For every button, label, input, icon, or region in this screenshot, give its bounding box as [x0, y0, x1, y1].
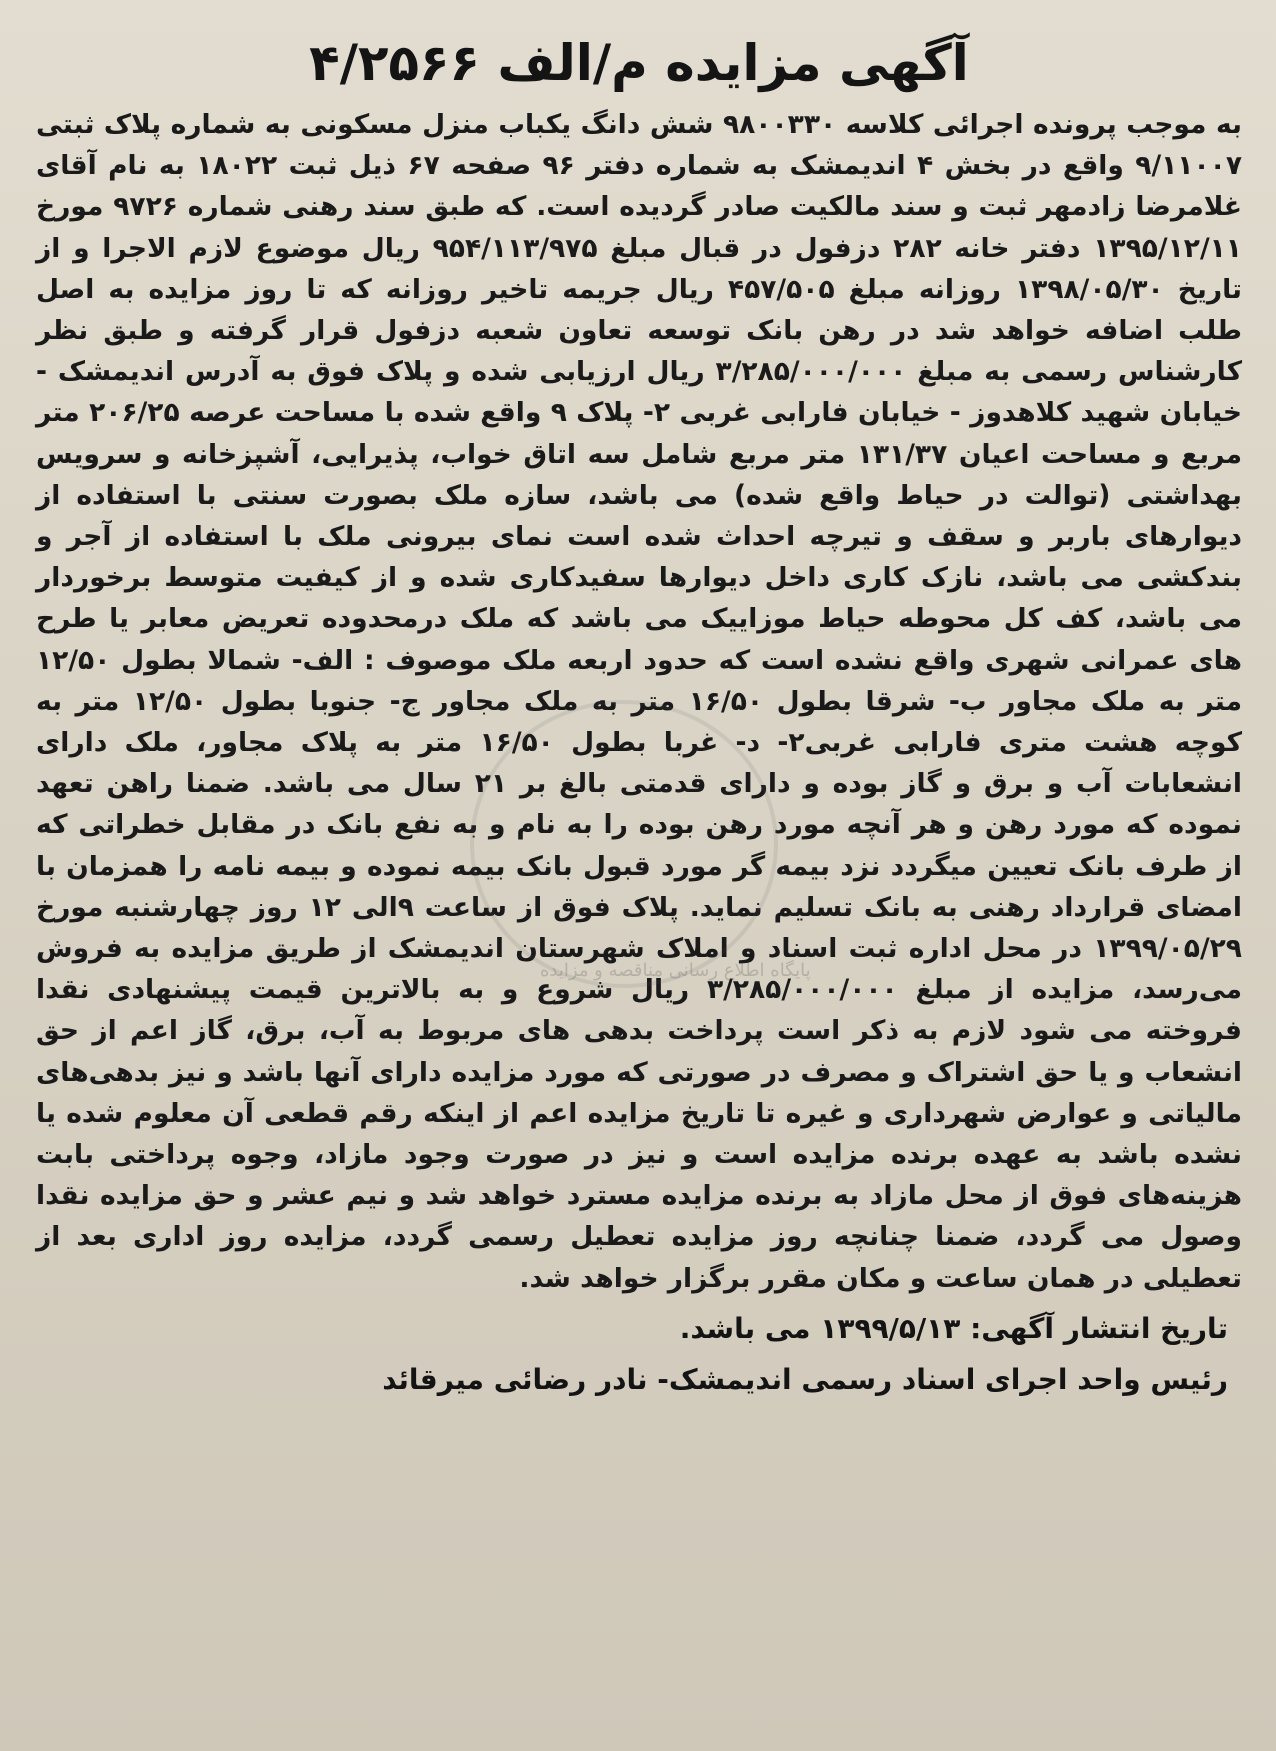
publication-date: تاریخ انتشار آگهی: ۱۳۹۹/۵/۱۳ می باشد.	[679, 1311, 1228, 1345]
notice-title: آگهی مزایده م/الف ۴/۲۵۶۶	[309, 34, 969, 92]
signature-line: رئیس واحد اجرای اسناد رسمی اندیمشک- نادر رضائی میرقائد	[382, 1362, 1228, 1396]
notice-body: به موجب پرونده اجرائی کلاسه ۹۸۰۰۳۳۰ شش دانگ یکباب منزل مسکونی به شماره پلاک ثبتی ۹/۱۱۰۰۷ واقع در بخش ۴ اندیمشک به شماره دفتر ۹۶ صفحه ۶۷ ذیل ثبت ۱۸۰۲۲ به نام آقای غلامرضا زادمهر ثبت و سند مالکیت صادر گردیده است. که طبق سند رهنی شماره ۹۷۲۶ مورخ ۱۳۹۵/۱۲/۱۱ دفتر خانه ۲۸۲ دزفول در قبال مبلغ ۹۵۴/۱۱۳/۹۷۵ ریال موضوع لازم الاجرا و از تاریخ ۱۳۹۸/۰۵/۳۰ روزانه مبلغ ۴۵۷/۵۰۵ ریال جریمه تاخیر روزانه که تا روز مزایده به اصل طلب اضافه خواهد شد در رهن بانک توسعه تعاون شعبه دزفول قرار گرفته و طبق نظر کارشناس رسمی به مبلغ ۳/۲۸۵/۰۰۰/۰۰۰ ریال ارزیابی شده و پلاک فوق به آدرس اندیمشک - خیابان شهید کلاهدوز - خیابان فارابی غربی ۲- پلاک ۹ واقع شده با مساحت عرصه ۲۰۶/۲۵ متر مربع و مساحت اعیان ۱۳۱/۳۷ متر مربع شامل سه اتاق خواب، پذیرایی، آشپزخانه و سرویس بهداشتی (توالت در حیاط واقع شده) می باشد، سازه ملک بصورت سنتی با استفاده از دیوارهای باربر و سقف و تیرچه احداث شده است نمای بیرونی ملک با استفاده از آجر و بندکشی می باشد، نازک کاری داخل دیوارها سفیدکاری شده و از کیفیت متوسط برخوردار می باشد، کف کل محوطه حیاط موزاییک می باشد که ملک درمحدوده تعریض معابر یا طرح های عمرانی شهری واقع نشده است که حدود اربعه ملک موصوف : الف- شمالا بطول ۱۲/۵۰ متر به ملک مجاور ب- شرقا بطول ۱۶/۵۰ متر به ملک مجاور ج- جنوبا بطول ۱۲/۵۰ متر به کوچه هشت متری فارابی غربی۲- د- غربا بطول ۱۶/۵۰ متر به پلاک مجاور، ملک دارای انشعابات آب و برق و گاز بوده و دارای قدمتی بالغ بر ۲۱ سال می باشد. ضمنا راهن تعهد نموده که مورد رهن و هر آنچه مورد رهن بوده را به نام و به نفع بانک در مقابل خطراتی که از طرف بانک تعیین میگردد نزد بیمه گر مورد قبول بانک بیمه نموده و بیمه نامه را همزمان با امضای قرارداد رهنی به بانک تسلیم نماید. پلاک فوق از ساعت ۹الی ۱۲ روز چهارشنبه مورخ ۱۳۹۹/۰۵/۲۹ در محل اداره ثبت اسناد و املاک شهرستان اندیمشک از طریق مزایده به فروش می‌رسد، مزایده از مبلغ ۳/۲۸۵/۰۰۰/۰۰۰ ریال شروع و به بالاترین قیمت پیشنهادی نقدا فروخته می شود لازم به ذکر است پرداخت بدهی های مربوط به آب، برق، گاز اعم از حق انشعاب و یا حق اشتراک و مصرف در صورتی که مورد مزایده دارای آنها باشد و نیز بدهی‌های مالیاتی و عوارض شهرداری و غیره تا تاریخ مزایده اعم از اینکه رقم قطعی آن معلوم شده یا نشده باشد به عهده برنده مزایده است و نیز در صورت وجود مازاد، وجوه پرداختی بابت هزینه‌های فوق از محل مازاد به برنده مزایده مسترد خواهد شد و نیم عشر و حق مزایده نقدا وصول می گردد، ضمنا چنانچه روز مزایده تعطیل رسمی گردد، مزایده روز اداری بعد از تعطیلی در همان ساعت و مکان مقرر برگزار خواهد شد.	[36, 109, 1243, 1294]
watermark-text: پایگاه اطلاع رسانی مناقصه و مزایده	[540, 960, 811, 981]
